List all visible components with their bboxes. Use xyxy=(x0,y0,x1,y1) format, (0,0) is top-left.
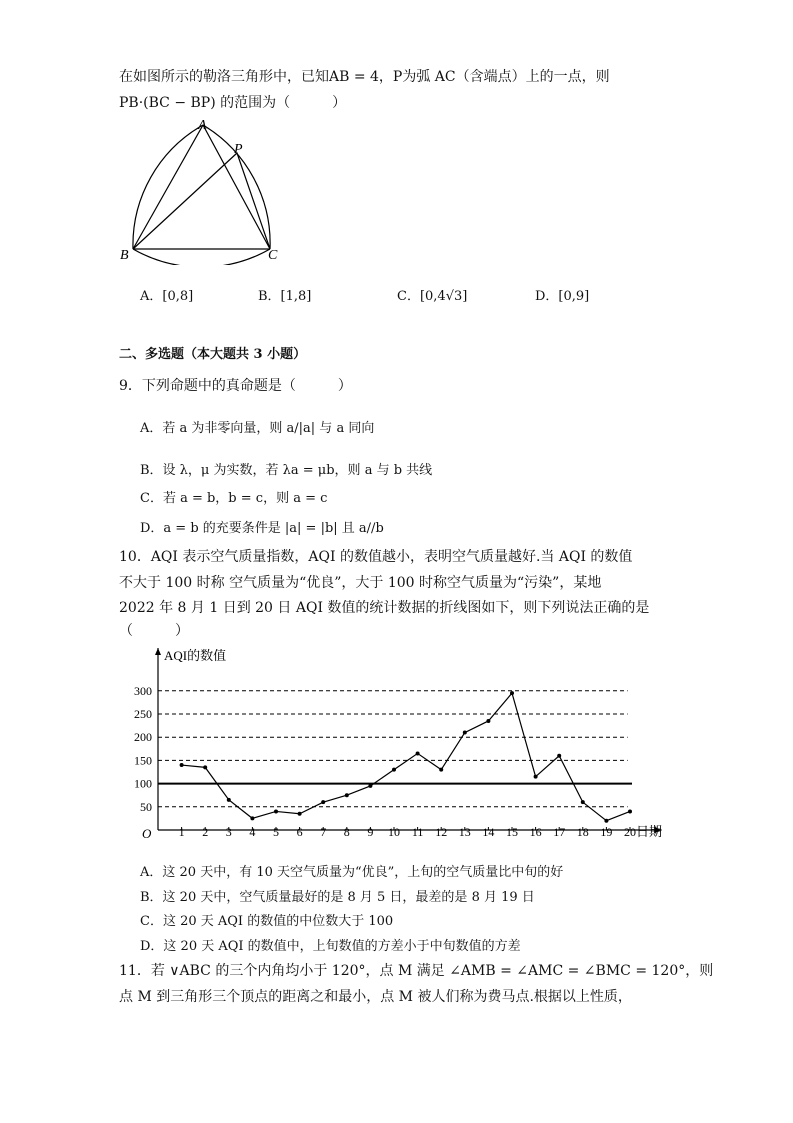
q10-stem-line1: 10．AQI 表示空气质量指数，AQI 的数值越小，表明空气质量越好.当 AQI 的数值 xyxy=(119,549,633,565)
data-point xyxy=(203,765,207,769)
q8-option-b: B．[1,8] xyxy=(258,289,312,304)
x-tick-label: 4 xyxy=(249,825,256,839)
data-point xyxy=(463,731,467,735)
x-tick-label: 5 xyxy=(273,825,279,839)
x-tick-label: 19 xyxy=(600,825,613,839)
x-tick-label: 11 xyxy=(411,825,424,839)
q8-stem-line1: 在如图所示的勒洛三角形中，已知AB = 4，P为弧 AC（含端点）上的一点，则 xyxy=(119,69,610,85)
x-tick-label: 1 xyxy=(178,825,185,839)
q11-stem-line2: 点 M 到三角形三个顶点的距离之和最小，点 M 被人们称为费马点.根据以上性质， xyxy=(119,989,632,1005)
reuleaux-triangle-figure xyxy=(115,115,295,265)
y-axis-label: AQI的数值 xyxy=(164,648,227,663)
data-point xyxy=(227,798,231,802)
data-point xyxy=(557,754,561,758)
x-tick-label: 18 xyxy=(576,825,589,839)
data-point xyxy=(250,816,254,820)
x-tick-label: 16 xyxy=(529,825,542,839)
data-point xyxy=(392,768,396,772)
data-point xyxy=(439,768,443,772)
data-point xyxy=(274,809,278,813)
label-c: C xyxy=(268,248,278,263)
data-point xyxy=(368,784,372,788)
q8-stem-line2: PB·(BC − BP) 的范围为（ ） xyxy=(119,95,347,111)
q10-stem-line3: 2022 年 8 月 1 日到 20 日 AQI 数值的统计数据的折线图如下，则下列说法正确的是 xyxy=(119,600,650,616)
q8-option-a: A．[0,8] xyxy=(140,289,194,304)
data-point xyxy=(416,751,420,755)
segment-pc xyxy=(237,153,270,249)
data-point xyxy=(534,775,538,779)
y-axis-arrow xyxy=(155,648,161,655)
q9-option-c: C．若 a = b，b = c，则 a = c xyxy=(140,491,328,506)
q9-option-d: D．a = b 的充要条件是 |a| = |b| 且 a//b xyxy=(140,521,384,536)
y-tick-label: 300 xyxy=(134,683,152,698)
x-tick-label: 12 xyxy=(435,825,448,839)
x-tick-label: 10 xyxy=(388,825,400,839)
label-b: B xyxy=(120,248,129,263)
aqi-series-line xyxy=(182,693,630,821)
q11-stem-line1: 11．若 ∨ABC 的三个内角均小于 120°，点 M 满足 ∠AMB = ∠AMC = ∠BMC = 120°，则 xyxy=(119,963,714,979)
q10-option-b: B．这 20 天中，空气质量最好的是 8 月 5 日，最差的是 8 月 19 日 xyxy=(140,890,535,905)
data-point xyxy=(581,800,585,804)
data-point xyxy=(510,691,514,695)
y-tick-label: 250 xyxy=(134,707,152,721)
q9-option-a: A．若 a 为非零向量，则 a/|a| 与 a 同向 xyxy=(140,421,375,436)
y-tick-label: 100 xyxy=(134,776,152,791)
x-tick-label: 17 xyxy=(553,825,566,839)
data-point xyxy=(628,809,632,813)
q9-option-b: B．设 λ，μ 为实数，若 λa = μb，则 a 与 b 共线 xyxy=(140,463,433,478)
origin-label: O xyxy=(142,826,152,841)
x-tick-label: 9 xyxy=(367,825,374,839)
data-point xyxy=(298,812,302,816)
x-tick-label: 2 xyxy=(202,825,209,839)
segment-ab xyxy=(133,125,203,249)
q10-option-a: A．这 20 天中，有 10 天空气质量为“优良”，上旬的空气质量比中旬的好 xyxy=(140,865,564,880)
section-title: 二、多选题（本大题共 3 小题） xyxy=(119,347,307,362)
q10-stem-line2: 不大于 100 时称 空气质量为“优良”，大于 100 时称空气质量为“污染”，某地 xyxy=(119,575,602,591)
x-tick-label: 20 xyxy=(624,825,636,839)
x-tick-label: 15 xyxy=(506,825,518,839)
y-tick-label: 150 xyxy=(134,753,152,768)
q9-stem: 9．下列命题中的真命题是（ ） xyxy=(119,378,352,394)
data-point xyxy=(486,719,490,723)
x-axis-label: 日期 xyxy=(636,824,663,839)
q10-option-c: C．这 20 天 AQI 的数值的中位数大于 100 xyxy=(140,914,394,929)
arc-bc xyxy=(133,249,270,265)
x-tick-label: 6 xyxy=(296,825,303,839)
x-tick-label: 14 xyxy=(482,825,495,839)
aqi-line-chart xyxy=(120,640,680,850)
q8-option-c: C．[0,4√3] xyxy=(397,289,468,304)
q8-option-d: D．[0,9] xyxy=(535,289,590,304)
data-point xyxy=(180,763,184,767)
y-tick-label: 200 xyxy=(134,730,152,745)
x-tick-label: 3 xyxy=(225,825,232,839)
data-point xyxy=(604,819,608,823)
segment-bp xyxy=(133,153,237,249)
data-point xyxy=(345,793,349,797)
x-tick-label: 13 xyxy=(458,825,471,839)
y-tick-label: 50 xyxy=(140,799,152,814)
label-a: A xyxy=(198,118,207,133)
data-point xyxy=(321,800,325,804)
q10-option-d: D．这 20 天 AQI 的数值中，上旬数值的方差小于中旬数值的方差 xyxy=(140,939,521,954)
q10-stem-line4: （ ） xyxy=(119,623,189,639)
label-p: P xyxy=(234,142,243,157)
x-tick-label: 7 xyxy=(320,825,327,839)
x-tick-label: 8 xyxy=(343,825,350,839)
